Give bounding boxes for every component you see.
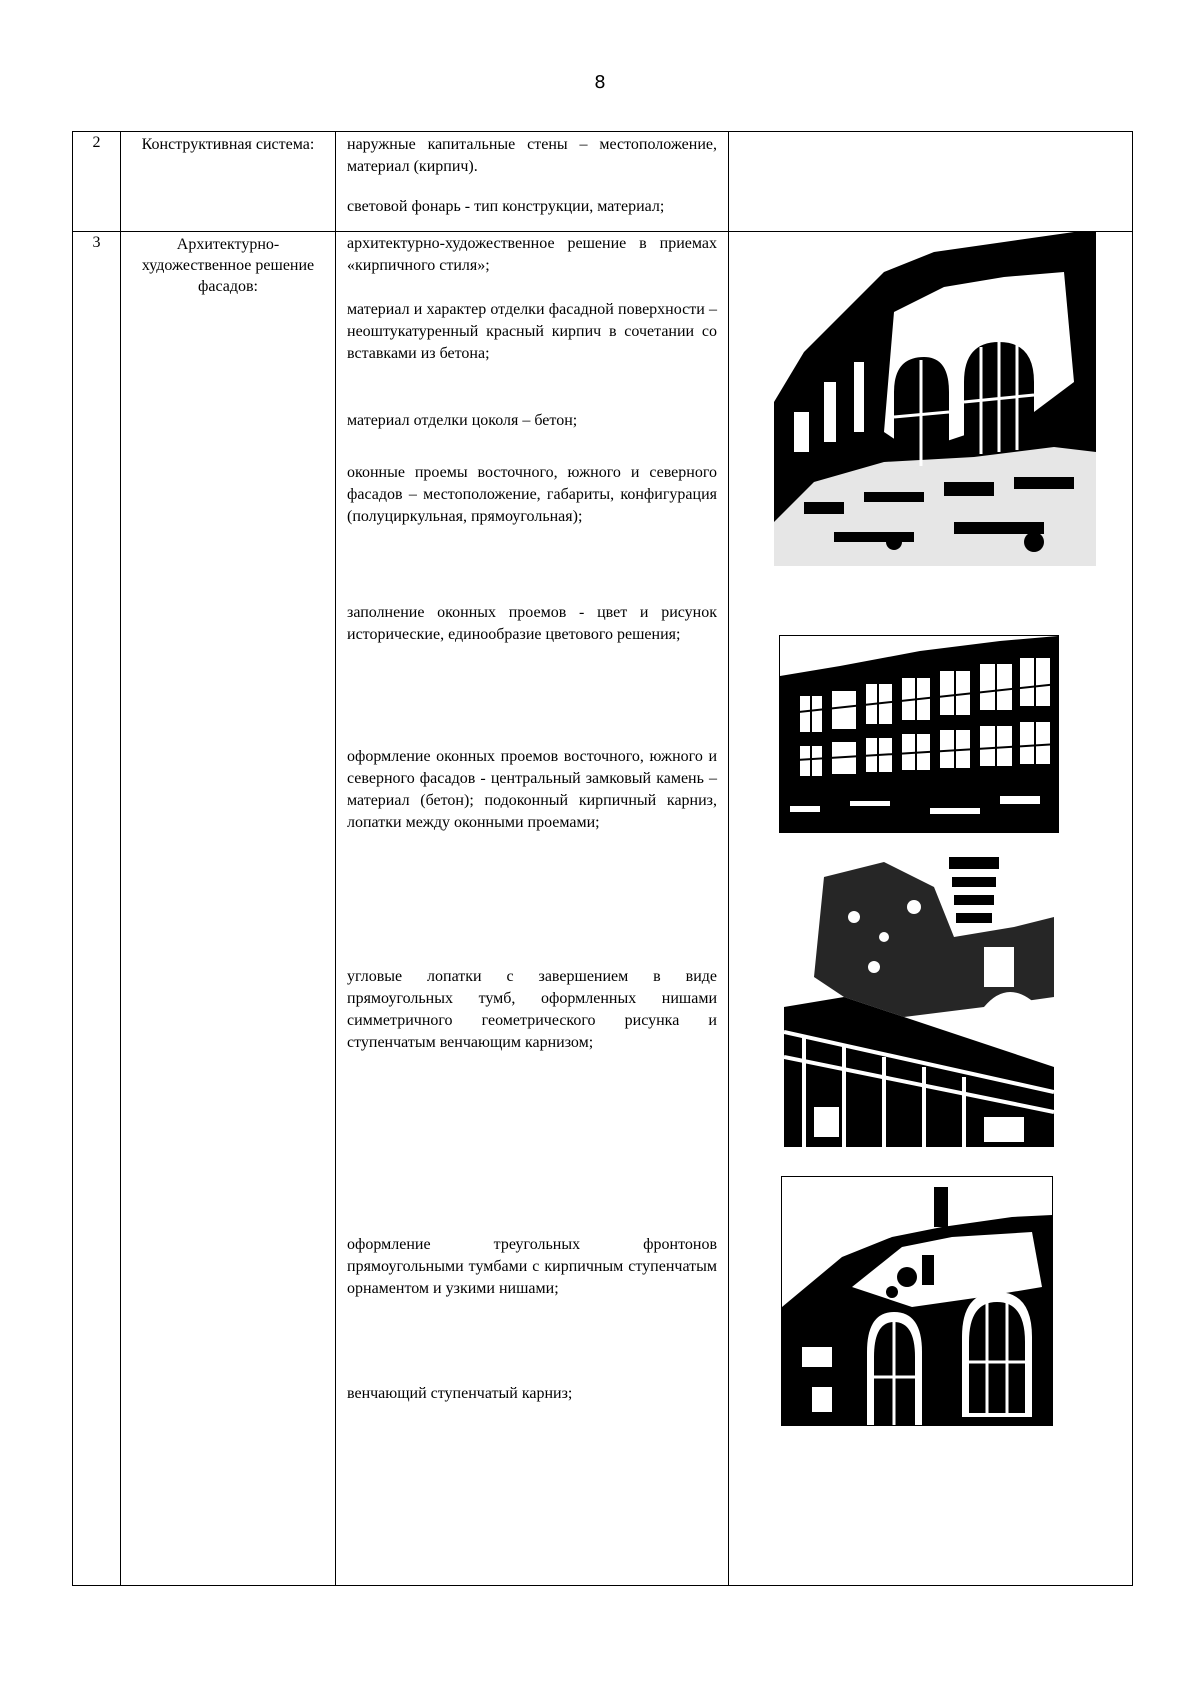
description-item: архитектурно-художественное решение в приемах «кирпичного стиля»; <box>347 235 717 274</box>
pediment-photo <box>781 1176 1053 1426</box>
table-row <box>73 132 1133 232</box>
row-description <box>336 132 729 232</box>
description-item: оформление оконных проемов восточного, южного и северного фасадов - центральный замковый камень – материал (бетон); подоконный кирпичный карниз, лопатки между оконными проемами; <box>347 748 717 831</box>
row-title: Архитектурно-художественное решение фасадов: <box>121 232 336 1586</box>
page-number: 8 <box>594 72 606 93</box>
photo-cell <box>729 232 1133 1586</box>
facade-windows-photo <box>779 635 1059 833</box>
table-row <box>73 232 1133 1586</box>
description-item: оконные проемы восточного, южного и северного фасадов – местоположение, габариты, конфигурация (полуциркульная, прямоугольная); <box>347 464 717 525</box>
description-item: венчающий ступенчатый карниз; <box>347 1385 573 1402</box>
description-item: оформление треугольных фронтонов прямоугольными тумбами с кирпичным ступенчатым орнаментом и узкими нишами; <box>347 1236 717 1297</box>
row-description <box>336 232 729 1586</box>
facade-photo <box>774 232 1096 566</box>
description-item: наружные капитальные стены – местоположение, материал (кирпич). <box>347 136 717 175</box>
corner-tower-photo <box>784 857 1054 1147</box>
row-number: 3 <box>73 232 121 1586</box>
row-number: 2 <box>73 132 121 232</box>
description-item: угловые лопатки с завершением в виде прямоугольных тумб, оформленных нишами симметричного геометрического рисунка и ступенчатым венчающим карнизом; <box>347 968 717 1051</box>
protected-features-table <box>72 131 1133 1586</box>
photo-cell <box>729 132 1133 232</box>
description-item: заполнение оконных проемов - цвет и рисунок исторические, единообразие цветового решения; <box>347 604 717 643</box>
row-title: Конструктивная система: <box>121 132 336 232</box>
description-item: световой фонарь - тип конструкции, материал; <box>347 198 665 215</box>
description-item: материал и характер отделки фасадной поверхности – неоштукатуренный красный кирпич в сочетании со вставками из бетона; <box>347 301 717 362</box>
description-item: материал отделки цоколя – бетон; <box>347 412 578 429</box>
